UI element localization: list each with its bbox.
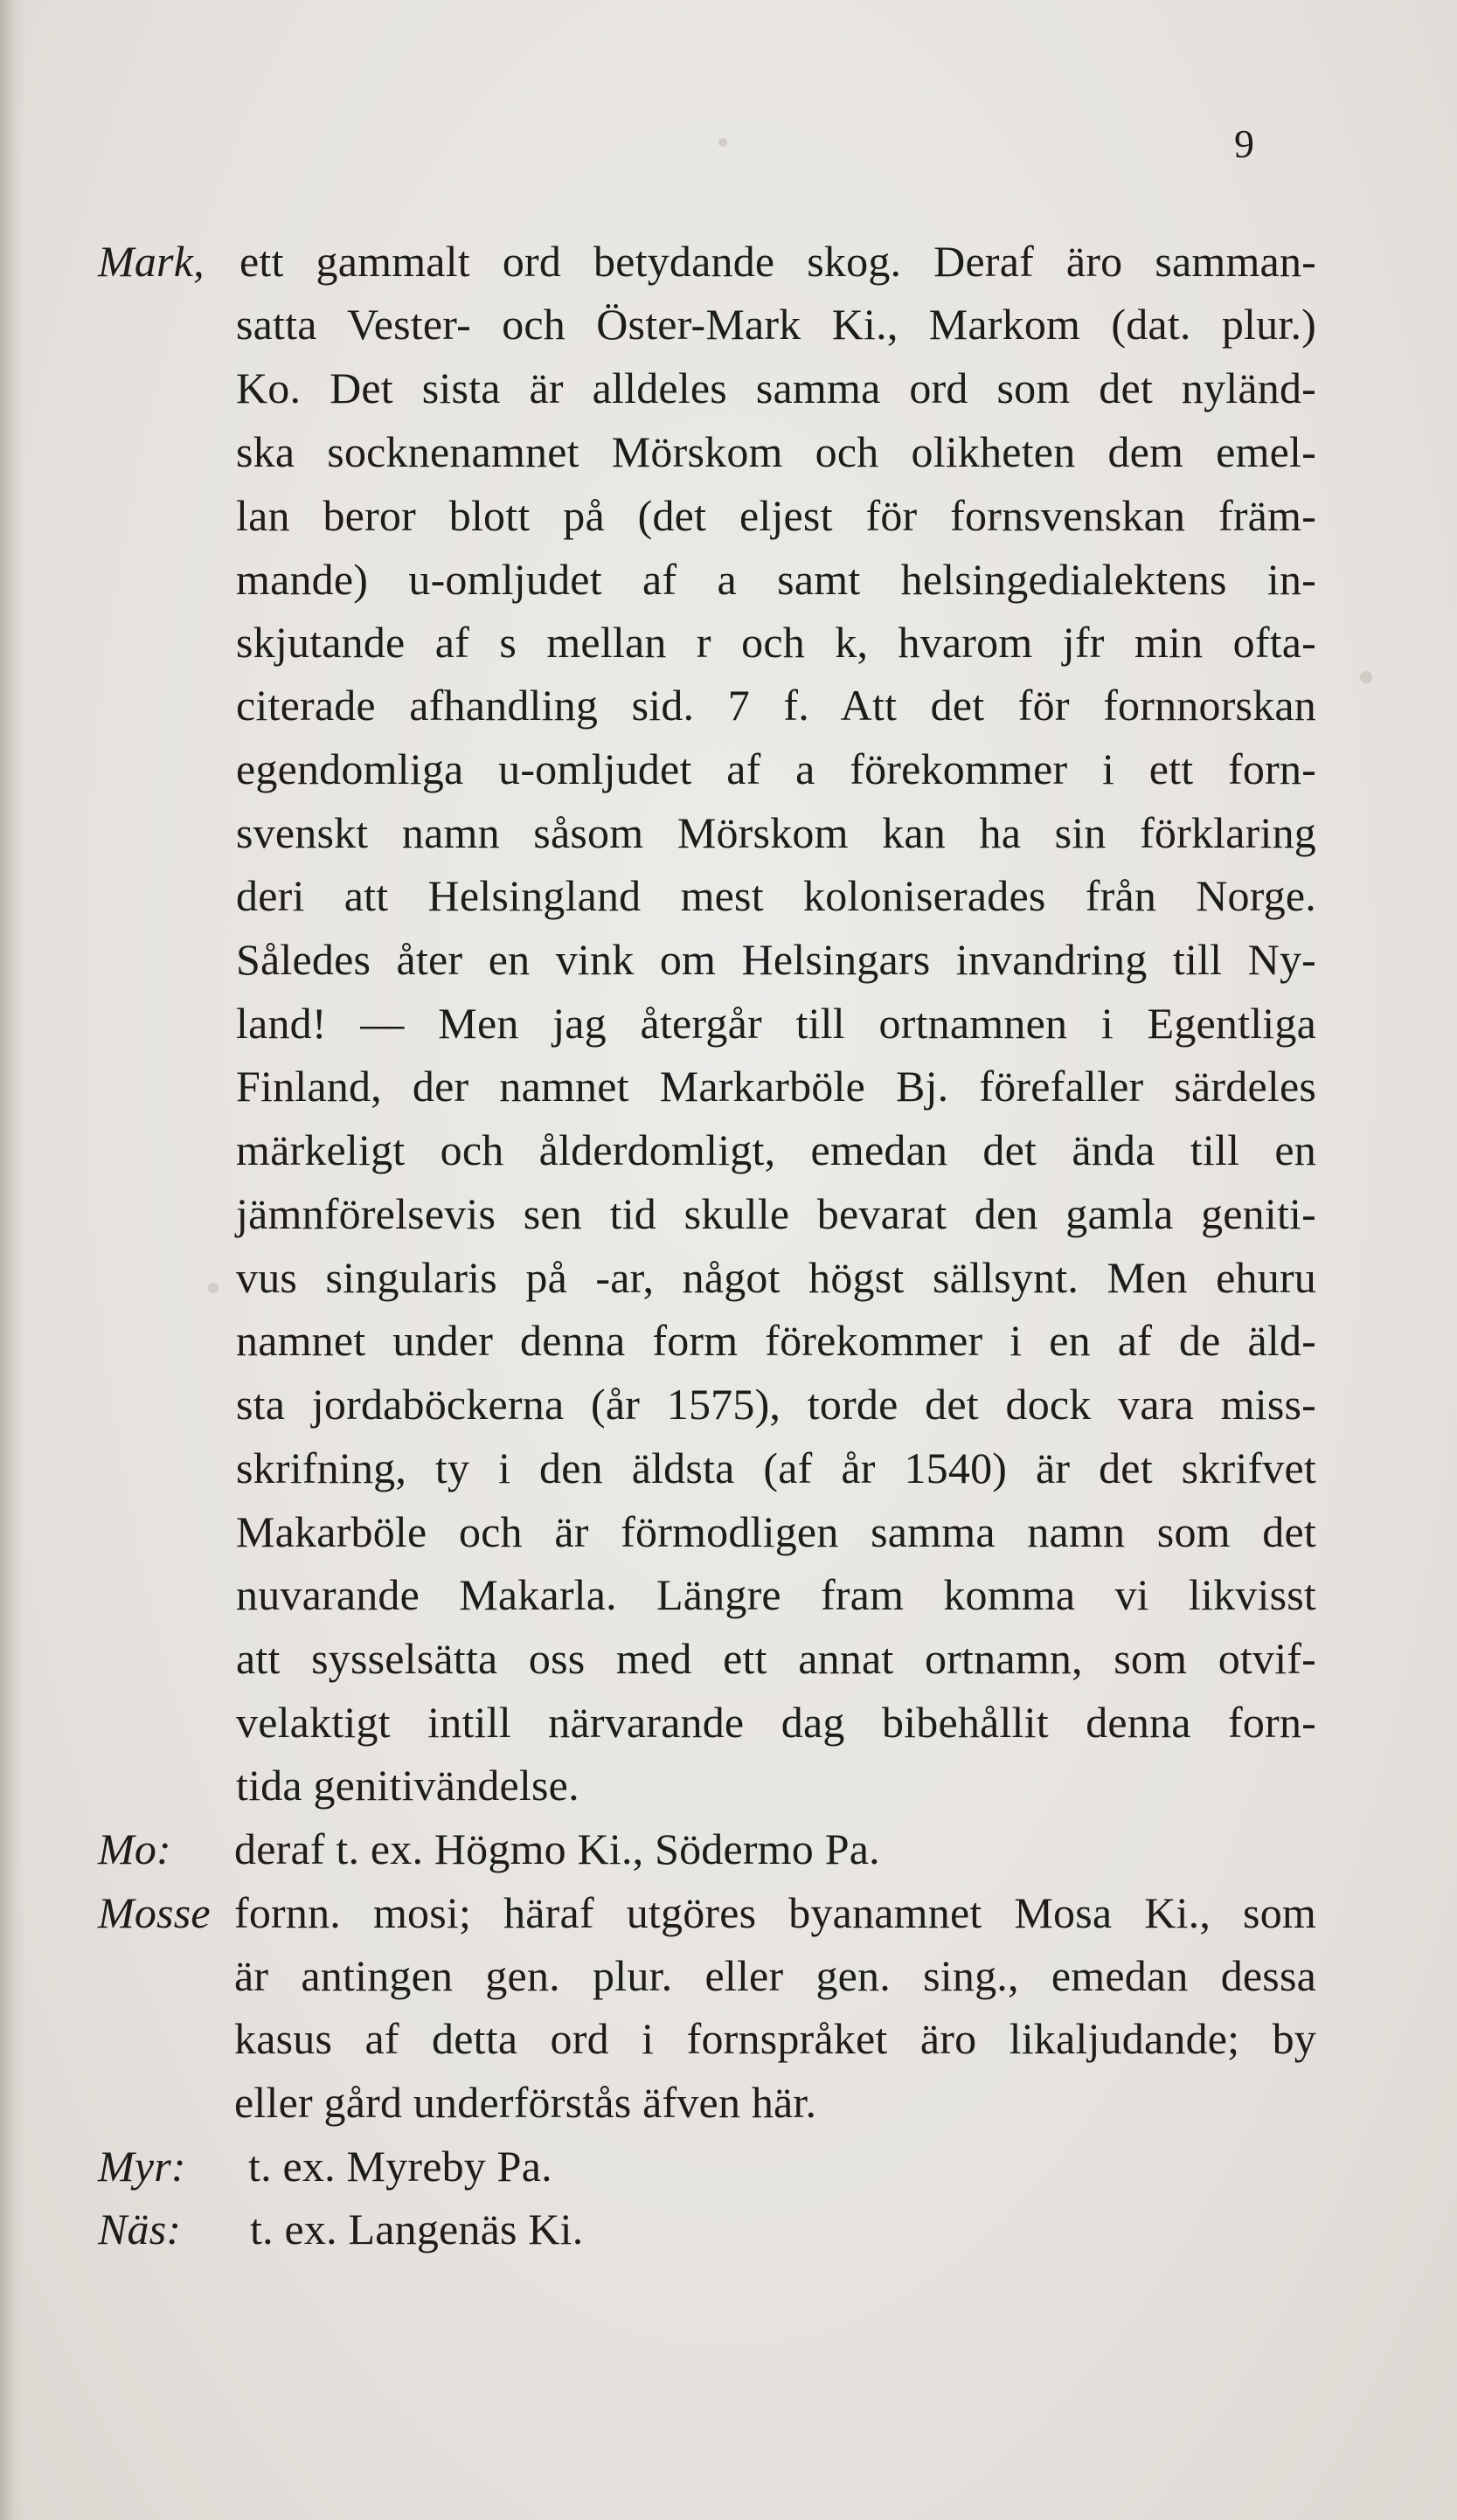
entry-line: eller gård underförstås äfven här.	[234, 2078, 817, 2127]
entry-line: ska socknenamnet Mörskom och olikheten dem emel-	[236, 427, 1316, 476]
entry-line: kasus af detta ord i fornspråket äro likaljudande; by	[234, 2014, 1316, 2063]
entry-line: vus singularis på -ar, något högst sällsynt. Men ehuru	[236, 1253, 1316, 1302]
entry-line: velaktigt intill närvarande dag bibehållit denna forn-	[236, 1698, 1316, 1747]
entry-line: deri att Helsingland mest koloniserades från Norge.	[236, 871, 1316, 920]
entry-line: satta Vester- och Öster-Mark Ki., Markom (dat. plur.)	[236, 300, 1316, 349]
headword-myr: Myr:	[98, 2142, 186, 2191]
entry-line: märkeligt och ålderdomligt, emedan det ända till en	[236, 1125, 1316, 1174]
entry-line: ett gammalt ord betydande skog. Deraf äro samman-	[239, 237, 1316, 286]
entry-line: att sysselsätta oss med ett annat ortnamn, som otvif-	[236, 1634, 1316, 1683]
entry-line: fornn. mosi; häraf utgöres byanamnet Mosa Ki., som	[234, 1888, 1316, 1937]
binding-shadow	[0, 0, 24, 2520]
entry-line: egendomliga u-omljudet af a förekommer i ett forn-	[236, 744, 1316, 793]
headword-mark: Mark,	[98, 237, 205, 286]
headword-nas: Näs:	[98, 2205, 182, 2253]
entry-line: namnet under denna form förekommer i en af de äld-	[236, 1316, 1316, 1365]
entry-line: t. ex. Langenäs Ki.	[250, 2205, 584, 2253]
entry-line: Således åter en vink om Helsingars invandring till Ny-	[236, 935, 1316, 984]
entry-line: Ko. Det sista är alldeles samma ord som det nyländ-	[236, 363, 1316, 412]
entry-line: svenskt namn såsom Mörskom kan ha sin förklaring	[236, 808, 1316, 857]
headword-mosse: Mosse	[98, 1888, 211, 1937]
paper-speck	[208, 1283, 219, 1293]
entry-line: t. ex. Myreby Pa.	[248, 2142, 552, 2191]
entry-line: deraf t. ex. Högmo Ki., Södermo Pa.	[234, 1824, 880, 1873]
entry-line: är antingen gen. plur. eller gen. sing., emedan dessa	[234, 1951, 1316, 2000]
entry-line: mande) u-omljudet af a samt helsingedialektens in-	[236, 555, 1316, 604]
entry-line: nuvarande Makarla. Längre fram komma vi likvisst	[236, 1570, 1316, 1619]
paper-speck	[718, 138, 727, 147]
entry-line: land! — Men jag återgår till ortnamnen i Egentliga	[236, 999, 1316, 1048]
entry-line: citerade afhandling sid. 7 f. Att det för fornnorskan	[236, 681, 1316, 730]
entry-line: skjutande af s mellan r och k, hvarom jfr min ofta-	[236, 618, 1316, 667]
headword-mo: Mo:	[98, 1824, 171, 1873]
entry-line: skrifning, ty i den äldsta (af år 1540) är det skrifvet	[236, 1443, 1316, 1492]
paper-speck	[1360, 671, 1372, 683]
entry-line: Makarböle och är förmodligen samma namn som det	[236, 1507, 1316, 1556]
entry-line: lan beror blott på (det eljest för fornsvenskan främ-	[236, 491, 1316, 540]
entry-line: tida genitivändelse.	[236, 1761, 579, 1810]
entry-line: Finland, der namnet Markarböle Bj. förefaller särdeles	[236, 1062, 1316, 1111]
entry-line: sta jordaböckerna (år 1575), torde det dock vara miss-	[236, 1380, 1316, 1429]
entry-line: jämnförelsevis sen tid skulle bevarat den gamla geniti-	[236, 1189, 1316, 1238]
page-number: 9	[1234, 121, 1254, 166]
